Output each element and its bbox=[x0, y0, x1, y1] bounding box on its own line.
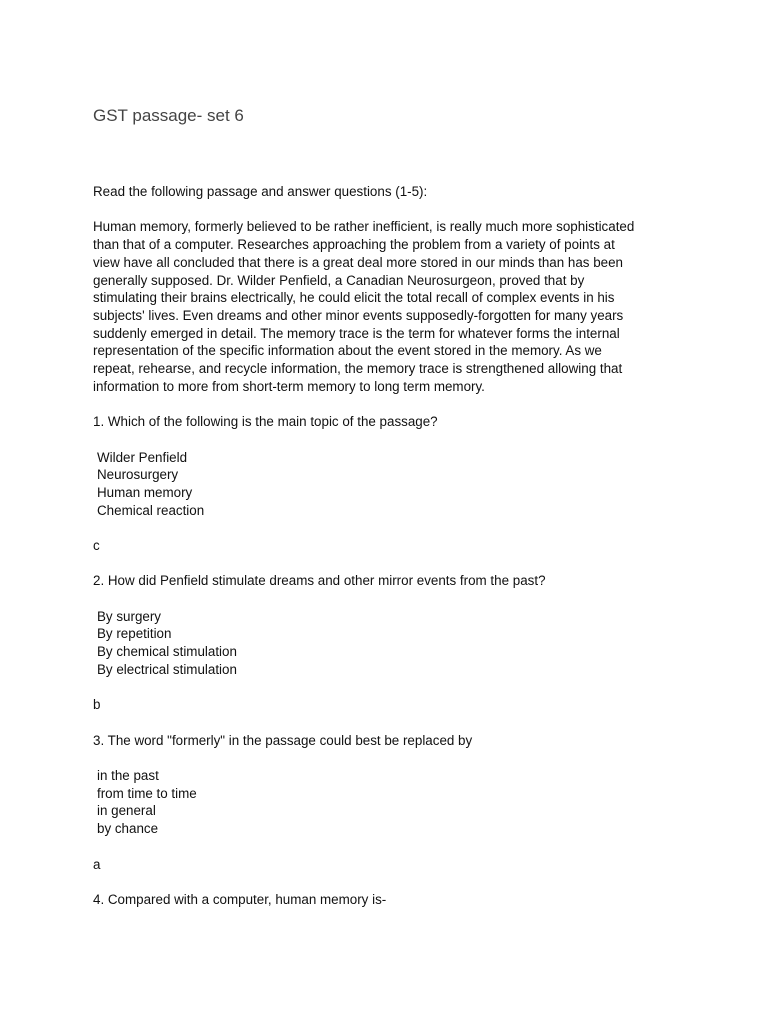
passage-line: view have all concluded that there is a great deal more stored in our minds than has been bbox=[93, 254, 623, 270]
answer-key: c bbox=[93, 538, 100, 553]
instruction-text: Read the following passage and answer questions (1-5): bbox=[93, 184, 428, 199]
passage-line: subjects' lives. Even dreams and other minor events supposedly-forgotten for many years bbox=[93, 307, 624, 323]
passage-line: stimulating their brains electrically, he could elicit the total recall of complex events in his bbox=[93, 290, 615, 306]
passage-line: information to more from short-term memory to long term memory. bbox=[93, 378, 485, 394]
question-text: 1. Which of the following is the main topic of the passage? bbox=[93, 414, 438, 430]
spacer bbox=[93, 431, 693, 449]
question-1 bbox=[93, 413, 693, 555]
spacer bbox=[93, 679, 693, 697]
passage-line: Human memory, formerly believed to be rather inefficient, is really much more sophisticated bbox=[93, 219, 635, 235]
passage-line: repeat, rehearse, and recycle information, the memory trace is strengthened allowing that bbox=[93, 361, 623, 377]
option-item: By surgery bbox=[97, 608, 161, 624]
spacer bbox=[93, 201, 693, 219]
passage-line: suddenly emerged in detail. The memory trace is the term for whatever forms the internal bbox=[93, 325, 620, 341]
spacer bbox=[93, 749, 693, 767]
spacer bbox=[93, 590, 693, 608]
answer-key: a bbox=[93, 856, 101, 872]
spacer bbox=[93, 519, 693, 537]
answer-key: b bbox=[93, 697, 101, 713]
option-item: from time to time bbox=[97, 785, 197, 801]
question-3 bbox=[93, 732, 693, 874]
question-4 bbox=[93, 891, 693, 909]
spacer bbox=[93, 714, 693, 732]
option-item: in the past bbox=[97, 768, 159, 784]
spacer bbox=[93, 838, 693, 856]
option-item: By repetition bbox=[97, 626, 172, 642]
option-item: Neurosurgery bbox=[97, 467, 179, 483]
option-item: Human memory bbox=[97, 484, 193, 500]
option-item: Chemical reaction bbox=[97, 502, 205, 518]
passage-line: generally supposed. Dr. Wilder Penfield, a Canadian Neurosurgeon, proved that by bbox=[93, 272, 585, 288]
option-item: By chemical stimulation bbox=[97, 644, 237, 660]
spacer bbox=[93, 873, 693, 891]
question-text: 4. Compared with a computer, human memory is- bbox=[93, 891, 387, 907]
spacer bbox=[93, 395, 693, 413]
spacer bbox=[93, 555, 693, 573]
passage-line: representation of the specific information about the event stored in the memory. As we bbox=[93, 343, 602, 359]
passage bbox=[93, 218, 693, 395]
document-title: GST passage- set 6 bbox=[93, 106, 244, 125]
question-2 bbox=[93, 572, 693, 714]
document-body bbox=[93, 183, 693, 909]
option-item: Wilder Penfield bbox=[97, 449, 188, 465]
passage-line: than that of a computer. Researches approaching the problem from a variety of points at bbox=[93, 237, 615, 253]
question-text: 2. How did Penfield stimulate dreams and other mirror events from the past? bbox=[93, 573, 546, 589]
option-item: By electrical stimulation bbox=[97, 661, 237, 677]
question-text: 3. The word "formerly" in the passage could best be replaced by bbox=[93, 732, 473, 748]
option-item: in general bbox=[97, 803, 156, 819]
option-item: by chance bbox=[97, 821, 159, 837]
